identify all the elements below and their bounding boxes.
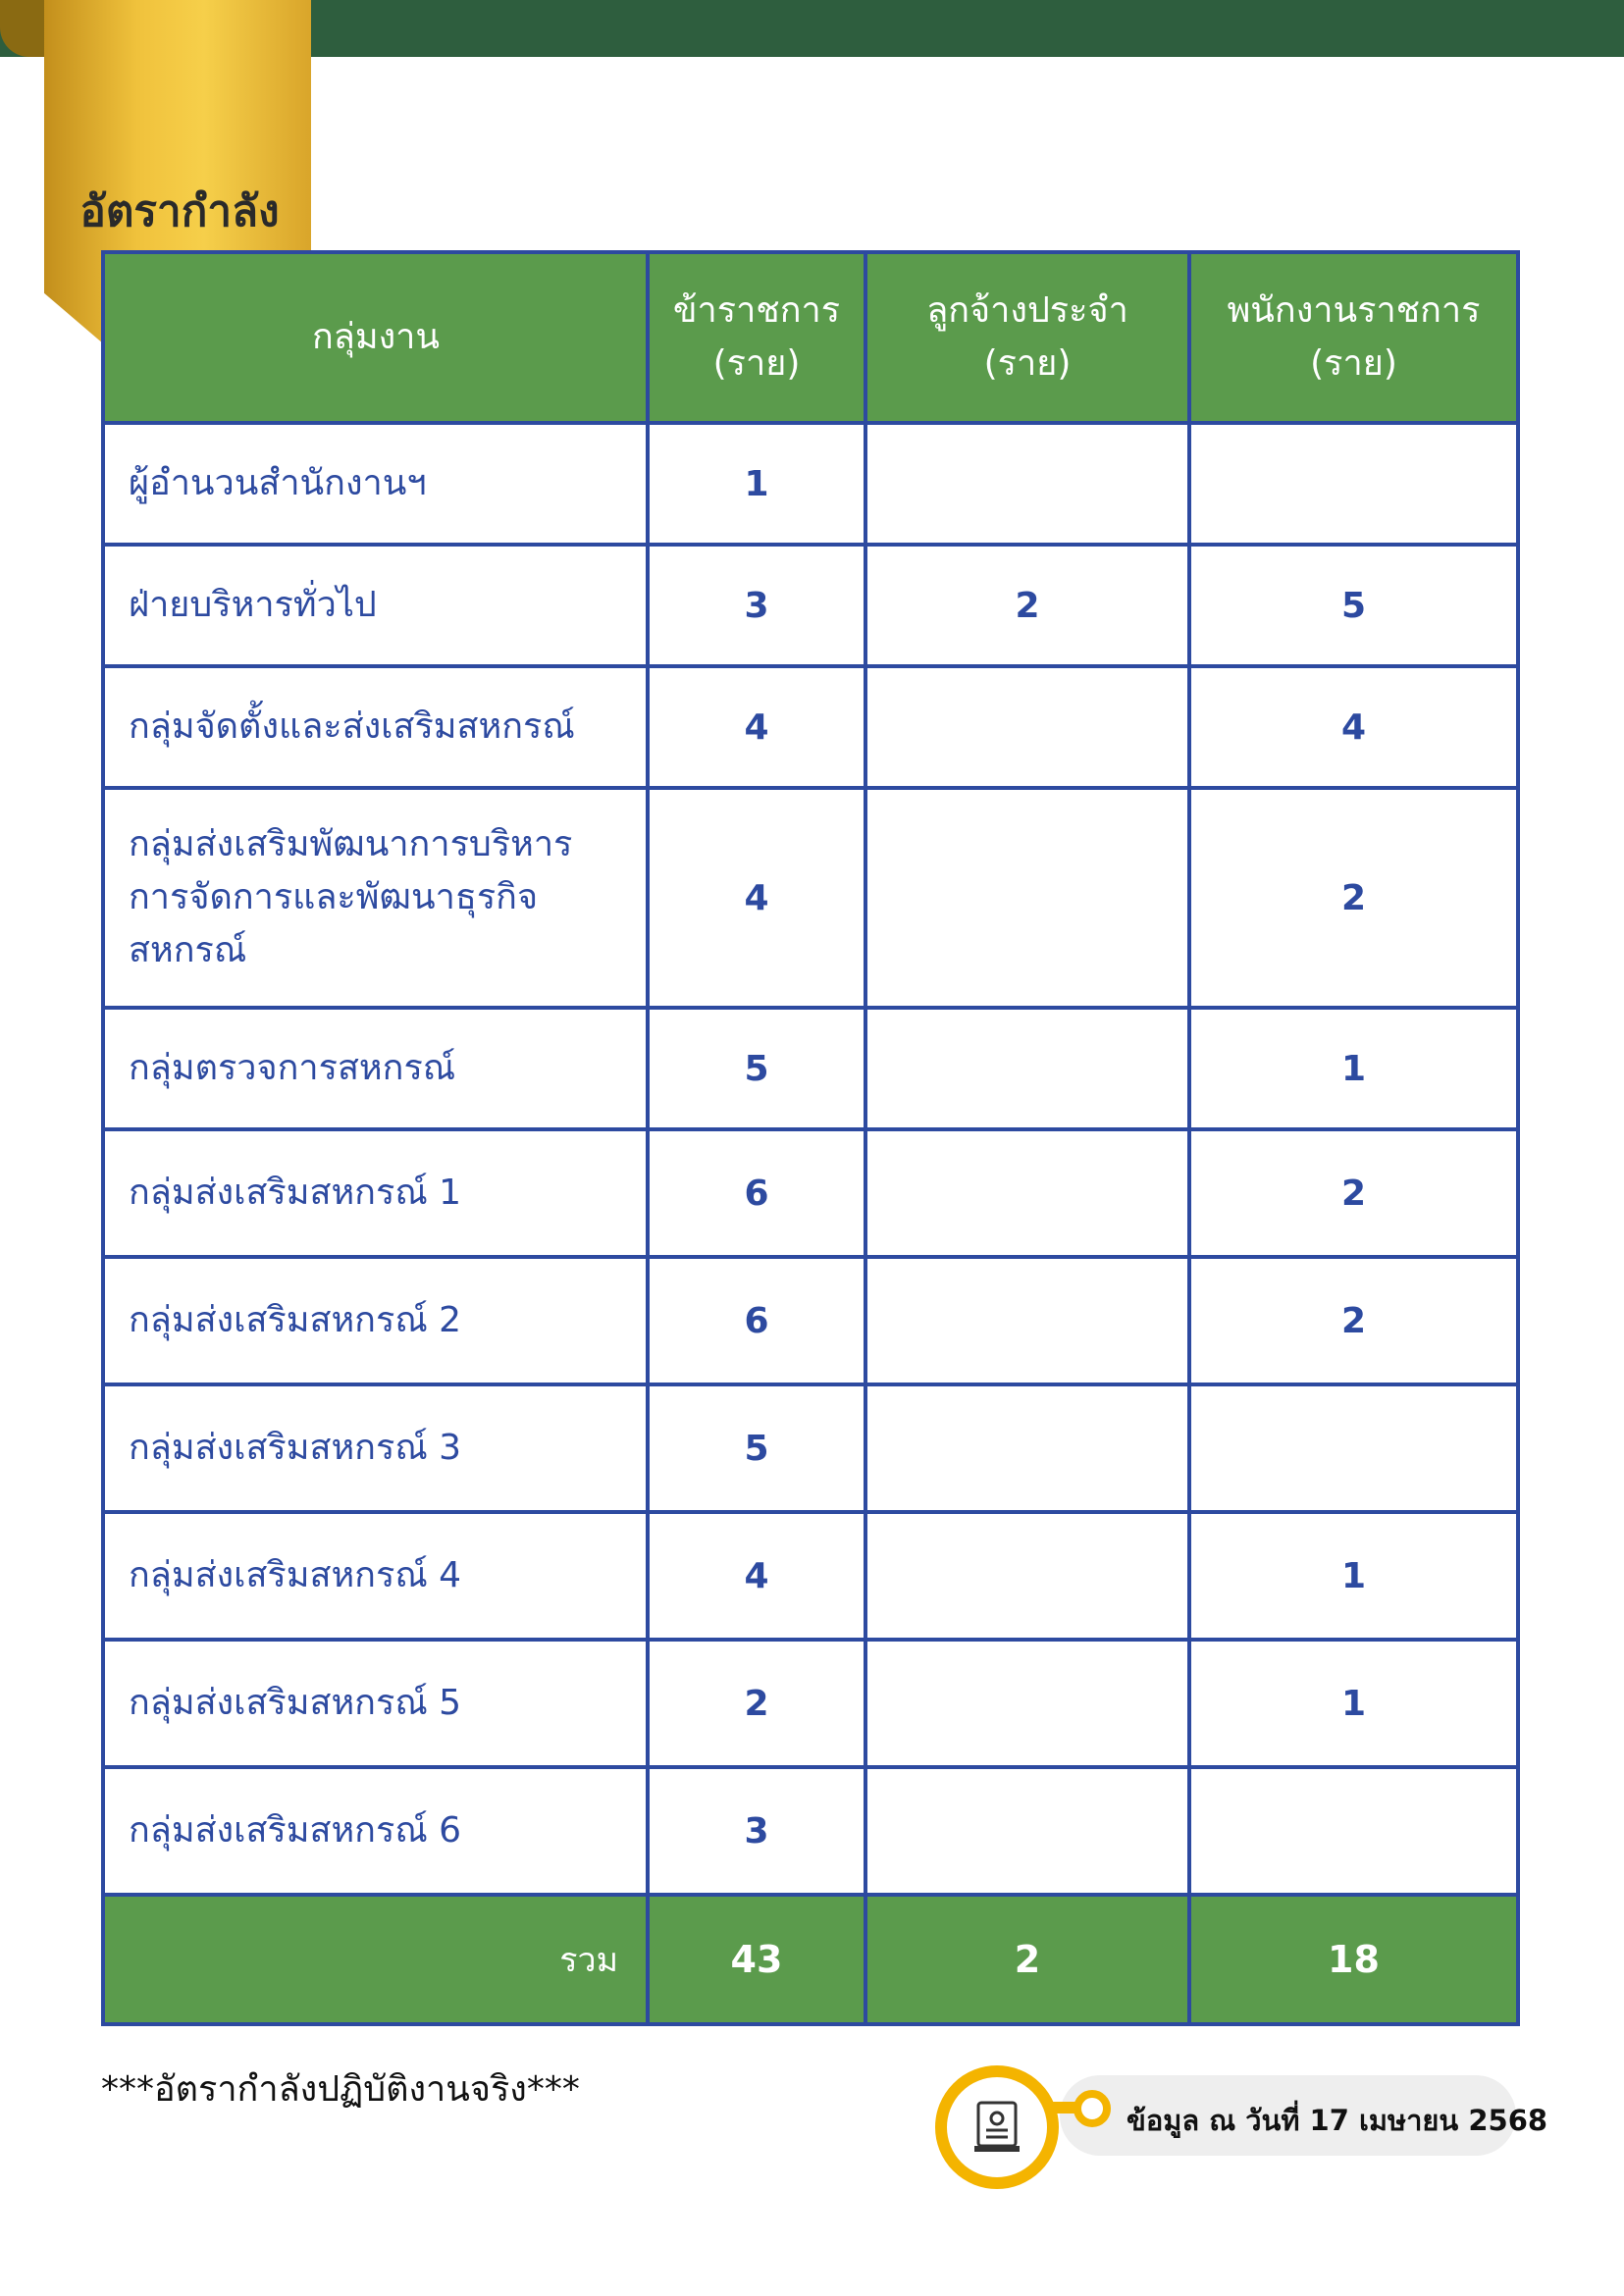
total-employee: 2 (865, 1895, 1189, 2024)
row-employee (865, 1640, 1189, 1767)
table-row (103, 666, 1518, 788)
row-name: กลุ่มส่งเสริมสหกรณ์ 6 (103, 1767, 648, 1895)
header-group (103, 252, 648, 423)
badge-knob (1074, 2090, 1111, 2127)
table-header-row (103, 252, 1518, 423)
total-label: รวม (103, 1895, 648, 2024)
row-name: กลุ่มส่งเสริมสหกรณ์ 5 (103, 1640, 648, 1767)
footnote: ***อัตรากำลังปฏิบัติงานจริง*** (101, 2069, 580, 2110)
row-name: กลุ่มส่งเสริมสหกรณ์ 4 (103, 1512, 648, 1640)
row-civil: 5 (648, 1008, 865, 1129)
total-govstaff: 18 (1189, 1895, 1518, 2024)
row-civil: 3 (648, 545, 865, 666)
row-employee (865, 1257, 1189, 1384)
row-name: กลุ่มจัดตั้งและส่งเสริมสหกรณ์ (103, 666, 648, 788)
row-employee: 2 (865, 545, 1189, 666)
row-civil: 3 (648, 1767, 865, 1895)
row-employee (865, 1767, 1189, 1895)
row-govstaff: 2 (1189, 1257, 1518, 1384)
header-employee-line2: (ราย) (983, 343, 1072, 384)
row-civil: 4 (648, 1512, 865, 1640)
row-employee (865, 1384, 1189, 1512)
row-civil: 4 (648, 788, 865, 1008)
table-row (103, 788, 1518, 1008)
row-name: กลุ่มตรวจการสหกรณ์ (103, 1008, 648, 1129)
row-govstaff: 2 (1189, 788, 1518, 1008)
header-civil-line1: ข้าราชการ (672, 290, 841, 331)
row-employee (865, 1008, 1189, 1129)
row-employee (865, 1129, 1189, 1257)
row-name: กลุ่มส่งเสริมสหกรณ์ 3 (103, 1384, 648, 1512)
row-employee (865, 1512, 1189, 1640)
row-govstaff: 4 (1189, 666, 1518, 788)
row-employee (865, 788, 1189, 1008)
header-civil-line2: (ราย) (712, 343, 801, 384)
row-govstaff: 5 (1189, 545, 1518, 666)
header-govstaff-line2: (ราย) (1310, 343, 1397, 384)
total-civil: 43 (648, 1895, 865, 2024)
header-group-label: กลุ่มงาน (312, 317, 440, 357)
table-row (103, 545, 1518, 666)
table-row (103, 1512, 1518, 1640)
row-employee (865, 423, 1189, 545)
row-govstaff: 2 (1189, 1129, 1518, 1257)
row-govstaff: 1 (1189, 1640, 1518, 1767)
row-name: กลุ่มส่งเสริมสหกรณ์ 2 (103, 1257, 648, 1384)
row-employee (865, 666, 1189, 788)
as-of-date: ข้อมูล ณ วันที่ 17 เมษายน 2568 (1126, 2104, 1548, 2137)
row-name (103, 788, 648, 1008)
row-name: ผู้อำนวนสำนักงานฯ (103, 423, 648, 545)
row-civil: 5 (648, 1384, 865, 1512)
row-name-line3: สหกรณ์ (129, 930, 247, 970)
table-total-row (103, 1895, 1518, 2024)
row-civil: 6 (648, 1129, 865, 1257)
table-row (103, 1767, 1518, 1895)
row-civil: 4 (648, 666, 865, 788)
table-row (103, 1008, 1518, 1129)
row-civil: 6 (648, 1257, 865, 1384)
header-civil (648, 252, 865, 423)
document-icon (965, 2095, 1029, 2160)
row-name: ฝ่ายบริหารทั่วไป (103, 545, 648, 666)
header-govstaff-line1: พนักงานราชการ (1227, 290, 1481, 331)
row-name: กลุ่มส่งเสริมสหกรณ์ 1 (103, 1129, 648, 1257)
row-civil: 1 (648, 423, 865, 545)
header-govstaff (1189, 252, 1518, 423)
row-govstaff: 1 (1189, 1512, 1518, 1640)
header-employee-line1: ลูกจ้างประจำ (926, 290, 1128, 331)
header-employee (865, 252, 1189, 423)
row-govstaff (1189, 423, 1518, 545)
staff-table (101, 250, 1520, 2026)
row-govstaff (1189, 1767, 1518, 1895)
row-civil: 2 (648, 1640, 865, 1767)
table-row (103, 423, 1518, 545)
row-name-line2: การจัดการและพัฒนาธุรกิจ (129, 877, 539, 917)
table-row (103, 1384, 1518, 1512)
row-govstaff (1189, 1384, 1518, 1512)
row-name-line1: กลุ่มส่งเสริมพัฒนาการบริหาร (129, 824, 573, 864)
table-row (103, 1129, 1518, 1257)
table-row (103, 1640, 1518, 1767)
row-govstaff: 1 (1189, 1008, 1518, 1129)
table-row (103, 1257, 1518, 1384)
section-title: อัตรากำลัง (79, 186, 280, 236)
